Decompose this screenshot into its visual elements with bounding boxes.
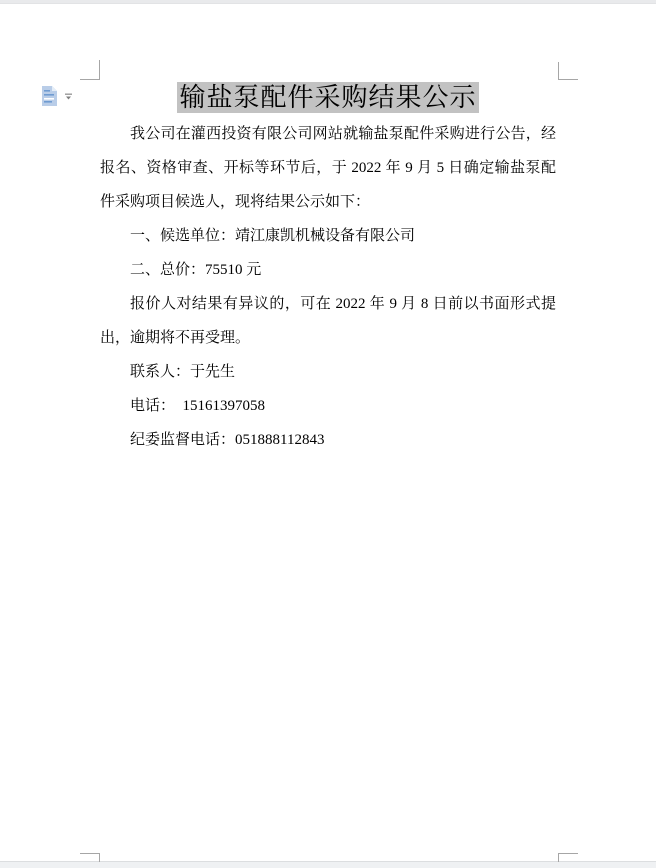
paste-options-button[interactable] (40, 84, 74, 108)
title-highlight: 输盐泵配件采购结果公示 (179, 83, 477, 112)
paragraph-candidate-unit: 一、候选单位：靖江康凯机械设备有限公司 (130, 228, 416, 244)
paragraph-total-price: 二、总价：75510 元 (130, 262, 262, 278)
chevron-down-icon (65, 94, 72, 100)
paragraph-phone: 电话： 15161397058 (130, 398, 266, 414)
paragraph-intro: 我公司在灌西投资有限公司网站就输盐泵配件采购进行公告，经报名、资格审查、开标等环节后，于 2022 年 9 月 5 日确定输盐泵配件采购项目候选人，现将结果公示如下： (100, 126, 556, 210)
document-title (100, 80, 556, 115)
margin-crop-mark-bottom-right (558, 853, 578, 862)
document-body (100, 80, 556, 457)
margin-crop-mark-top-right (558, 62, 578, 80)
margin-crop-mark-top-left (80, 60, 100, 80)
paragraph-supervision-phone: 纪委监督电话：051888112843 (130, 432, 325, 448)
page-bottom-boundary (0, 861, 656, 868)
paste-options-icon (40, 84, 74, 108)
paragraph-objection-notice: 报价人对结果有异议的，可在 2022 年 9 月 8 日前以书面形式提出，逾期将不再受理。 (100, 296, 556, 346)
margin-crop-mark-bottom-left (80, 853, 100, 862)
paragraph-contact-person: 联系人：于先生 (130, 364, 236, 380)
page-top-boundary (0, 0, 656, 4)
